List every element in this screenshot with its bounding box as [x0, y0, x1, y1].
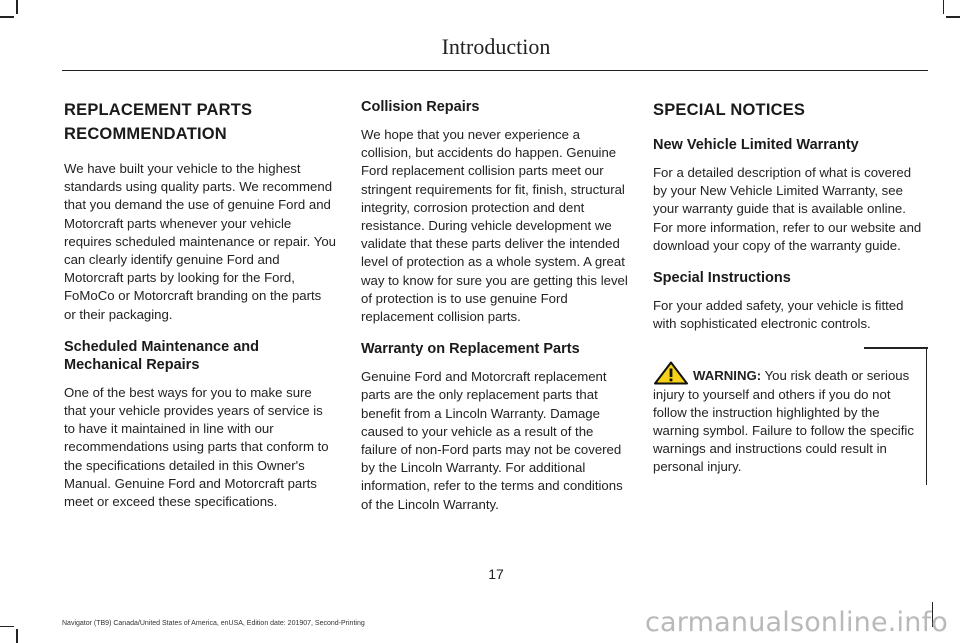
special-notices-heading: SPECIAL NOTICES	[653, 101, 806, 119]
warning-paragraph	[653, 361, 920, 476]
limited-warranty-paragraph: For a detailed description of what is covered by your New Vehicle Limited Warranty, see your warranty guide that is available online. For more information, refer to our website and download your copy of the warranty guide.	[653, 165, 922, 253]
middle-column	[361, 98, 631, 528]
header-divider	[62, 70, 928, 71]
left-column	[64, 98, 336, 525]
crop-mark	[943, 0, 945, 14]
intro-paragraph: We have built your vehicle to the highest standards using quality parts. We recommend that you demand the use of genuine Ford and Motorcraft parts whenever your vehicle requires scheduled maintenance or repair. You can clearly identify genuine Ford and Motorcraft parts by looking for the Ford, FoMoCo or Motorcraft branding on the parts or their packaging.	[64, 161, 336, 322]
warning-label: WARNING:	[693, 368, 762, 384]
warranty-parts-paragraph: Genuine Ford and Motorcraft replacement parts are the only replacement parts that benefit from a Lincoln Warranty. Damage caused to your vehicle as a result of the failure of non-Ford parts may not be covered by the Lincoln Warranty. For additional information, refer to the terms and conditions of the Lincoln Warranty.	[361, 369, 623, 512]
crop-mark	[16, 0, 18, 14]
section-heading	[64, 98, 336, 146]
special-instructions-paragraph: For your added safety, your vehicle is fitted with sophisticated electronic controls.	[653, 298, 904, 332]
scheduled-maintenance-paragraph: One of the best ways for you to make sure that your vehicle provides years of service is to have it maintained in line with our recommendations using parts that conform to the specifications detailed in this Owner's Manual. Genuine Ford and Motorcraft parts meet or exceed these specifications.	[64, 384, 329, 510]
crop-mark	[16, 629, 18, 643]
crop-mark	[0, 626, 14, 628]
warning-text: You risk death or serious injury to yourself and others if you do not follow the instruction highlighted by the warning symbol. Failure to follow the specific warnings and instructions could result in personal injury.	[653, 368, 914, 475]
warning-triangle-icon	[653, 361, 689, 385]
heading-line-1: REPLACEMENT PARTS	[64, 101, 253, 119]
collision-repairs-heading: Collision Repairs	[361, 99, 480, 115]
heading-line-2: RECOMMENDATION	[64, 125, 227, 143]
watermark: carmanualsonline.info	[645, 607, 948, 638]
special-instructions-heading: Special Instructions	[653, 270, 791, 287]
page-number: 17	[488, 566, 504, 582]
crop-mark	[946, 16, 960, 18]
scheduled-maintenance-heading: Scheduled Maintenance and Mechanical Repairs	[64, 338, 259, 373]
warning-box	[653, 347, 927, 484]
limited-warranty-heading: New Vehicle Limited Warranty	[653, 137, 859, 153]
collision-repairs-paragraph: We hope that you never experience a collision, but accidents do happen. Genuine Ford replacement collision parts meet our stringent requirements for fit, finish, structural integrity, corrosion protection and dent resistance. During vehicle development we validate that these parts deliver the intended level of protection as a whole system. A great way to know for sure you are getting this level of protection is to use genuine Ford replacement collision parts.	[361, 127, 628, 325]
page-header-title: Introduction	[441, 34, 551, 59]
right-column	[653, 98, 927, 485]
edition-footer: Navigator (TB9) Canada/United States of America, enUSA, Edition date: 201907, Second-Printing	[62, 620, 365, 627]
warranty-parts-heading: Warranty on Replacement Parts	[361, 341, 580, 358]
crop-mark	[0, 16, 14, 18]
